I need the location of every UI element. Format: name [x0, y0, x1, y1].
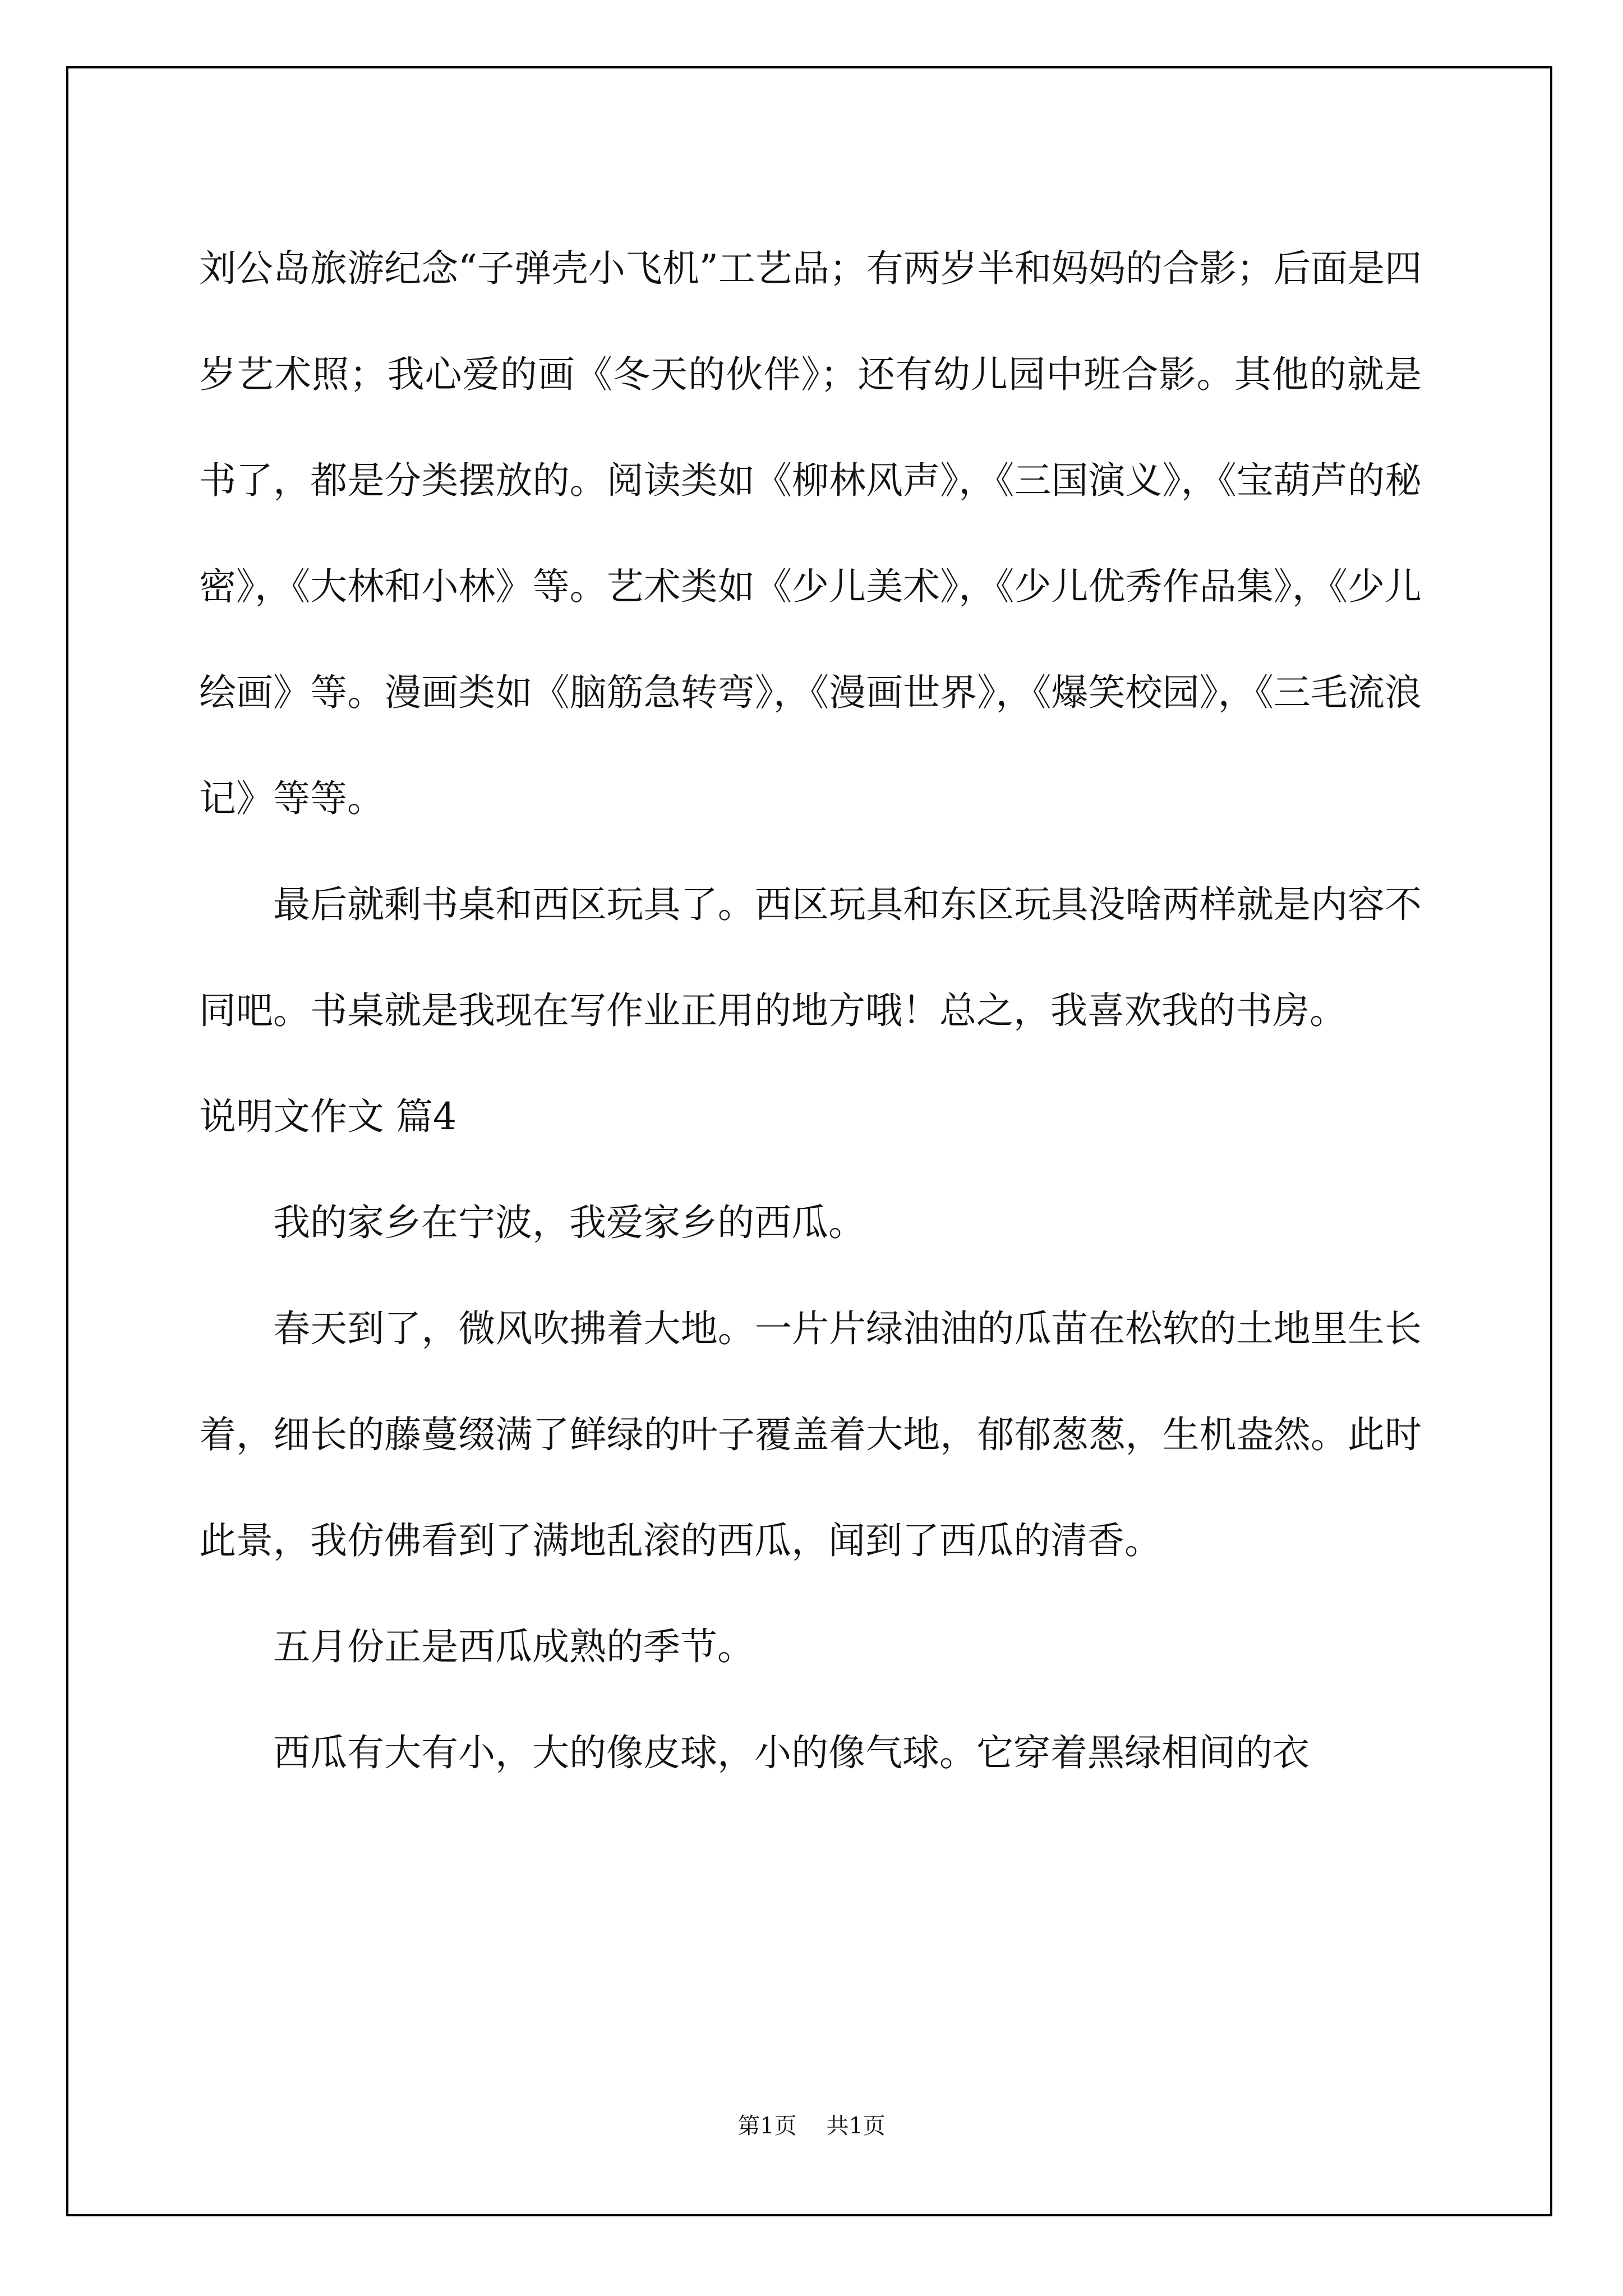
document-body	[199, 215, 1422, 1806]
paragraph-may: 五月份正是西瓜成熟的季节。	[273, 1625, 754, 1668]
paragraph-study-desk: 最后就剩书桌和西区玩具了。西区玩具和东区玩具没啥两样就是内容不同吧。书桌就是我现在写作业正用的地方哦！总之，我喜欢我的书房。	[199, 883, 1422, 1032]
paragraph-watermelon-size: 西瓜有大有小，大的像皮球，小的像气球。它穿着黑绿相间的衣	[273, 1731, 1310, 1774]
page-number-current: 第1页	[737, 2113, 797, 2139]
page-footer	[0, 2109, 1623, 2143]
paragraph-hometown: 我的家乡在宁波，我爱家乡的西瓜。	[273, 1201, 865, 1244]
paragraph-spring: 春天到了，微风吹拂着大地。一片片绿油油的瓜苗在松软的土地里生长着，细长的藤蔓缀满了鲜绿的叶子覆盖着大地，郁郁葱葱，生机盎然。此时此景，我仿佛看到了满地乱滚的西瓜，闻到了西瓜的清香。	[199, 1307, 1422, 1562]
paragraph-continued: 刘公岛旅游纪念“子弹壳小飞机”工艺品；有两岁半和妈妈的合影；后面是四岁艺术照；我心爱的画《冬天的伙伴》；还有幼儿园中班合影。其他的就是书了，都是分类摆放的。阅读类如《柳林风声》，《三国演义》，《宝葫芦的秘密》，《大林和小林》等。艺术类如《少儿美术》，《少儿优秀作品集》，《少儿绘画》等。漫画类如《脑筋急转弯》，《漫画世界》，《爆笑校园》，《三毛流浪记》等等。	[199, 247, 1422, 820]
section-heading: 说明文作文 篇4	[199, 1095, 457, 1138]
page-number-total: 共1页	[826, 2113, 886, 2139]
